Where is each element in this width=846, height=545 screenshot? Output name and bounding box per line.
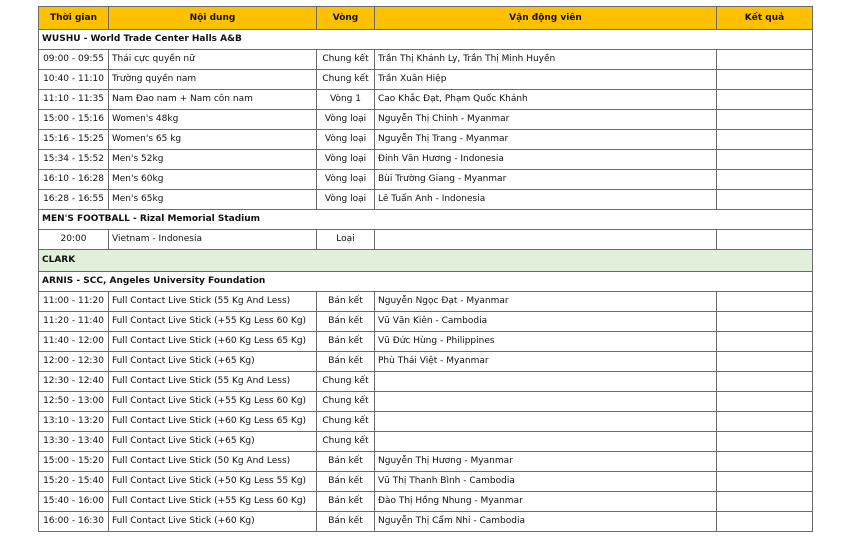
content-cell: Men's 65kg bbox=[109, 190, 317, 210]
content-cell: Nam Đao nam + Nam côn nam bbox=[109, 90, 317, 110]
time-cell: 15:16 - 15:25 bbox=[39, 130, 109, 150]
result-cell bbox=[717, 332, 813, 352]
section-title: CLARK bbox=[39, 250, 813, 272]
athlete-cell bbox=[375, 230, 717, 250]
content-cell: Full Contact Live Stick (+50 Kg Less 55 Kg) bbox=[109, 472, 317, 492]
table-row bbox=[39, 50, 813, 70]
section-title: WUSHU - World Trade Center Halls A&B bbox=[39, 30, 813, 50]
result-cell bbox=[717, 70, 813, 90]
result-cell bbox=[717, 292, 813, 312]
athlete-cell: Lê Tuấn Anh - Indonesia bbox=[375, 190, 717, 210]
content-cell: Vietnam - Indonesia bbox=[109, 230, 317, 250]
round-cell: Vòng loại bbox=[317, 190, 375, 210]
round-cell: Bán kết bbox=[317, 312, 375, 332]
table-row bbox=[39, 130, 813, 150]
table-row bbox=[39, 472, 813, 492]
content-cell: Full Contact Live Stick (50 Kg And Less) bbox=[109, 452, 317, 472]
result-cell bbox=[717, 432, 813, 452]
time-cell: 15:20 - 15:40 bbox=[39, 472, 109, 492]
time-cell: 16:00 - 16:30 bbox=[39, 512, 109, 532]
table-header bbox=[39, 7, 813, 30]
result-cell bbox=[717, 170, 813, 190]
table-row bbox=[39, 492, 813, 512]
result-cell bbox=[717, 512, 813, 532]
result-cell bbox=[717, 472, 813, 492]
section-header-row bbox=[39, 272, 813, 292]
table-row bbox=[39, 372, 813, 392]
round-cell: Bán kết bbox=[317, 492, 375, 512]
athlete-cell: Nguyễn Thị Trang - Myanmar bbox=[375, 130, 717, 150]
table-row bbox=[39, 412, 813, 432]
table-row bbox=[39, 312, 813, 332]
round-cell: Chung kết bbox=[317, 392, 375, 412]
result-cell bbox=[717, 190, 813, 210]
round-cell: Chung kết bbox=[317, 50, 375, 70]
table-row bbox=[39, 292, 813, 312]
result-cell bbox=[717, 452, 813, 472]
table-row bbox=[39, 230, 813, 250]
header-time: Thời gian bbox=[39, 7, 109, 30]
time-cell: 11:10 - 11:35 bbox=[39, 90, 109, 110]
header-content: Nội dung bbox=[109, 7, 317, 30]
round-cell: Vòng loại bbox=[317, 110, 375, 130]
section-title: ARNIS - SCC, Angeles University Foundation bbox=[39, 272, 813, 292]
table-row bbox=[39, 170, 813, 190]
content-cell: Full Contact Live Stick (+60 Kg Less 65 Kg) bbox=[109, 332, 317, 352]
round-cell: Bán kết bbox=[317, 512, 375, 532]
content-cell: Full Contact Live Stick (55 Kg And Less) bbox=[109, 292, 317, 312]
athlete-cell: Bùi Trường Giang - Myanmar bbox=[375, 170, 717, 190]
round-cell: Chung kết bbox=[317, 70, 375, 90]
section-header-row bbox=[39, 250, 813, 272]
result-cell bbox=[717, 392, 813, 412]
athlete-cell: Phù Thái Việt - Myanmar bbox=[375, 352, 717, 372]
round-cell: Chung kết bbox=[317, 432, 375, 452]
header-result: Kết quả bbox=[717, 7, 813, 30]
athlete-cell bbox=[375, 412, 717, 432]
content-cell: Thái cực quyền nữ bbox=[109, 50, 317, 70]
table-row bbox=[39, 90, 813, 110]
table-body bbox=[39, 30, 813, 532]
table-row bbox=[39, 352, 813, 372]
table-row bbox=[39, 432, 813, 452]
time-cell: 13:10 - 13:20 bbox=[39, 412, 109, 432]
athlete-cell: Nguyễn Thị Hương - Myanmar bbox=[375, 452, 717, 472]
header-round: Vòng bbox=[317, 7, 375, 30]
round-cell: Chung kết bbox=[317, 372, 375, 392]
athlete-cell: Vũ Văn Kiên - Cambodia bbox=[375, 312, 717, 332]
round-cell: Bán kết bbox=[317, 472, 375, 492]
content-cell: Full Contact Live Stick (+60 Kg Less 65 Kg) bbox=[109, 412, 317, 432]
result-cell bbox=[717, 150, 813, 170]
result-cell bbox=[717, 352, 813, 372]
result-cell bbox=[717, 230, 813, 250]
result-cell bbox=[717, 492, 813, 512]
time-cell: 09:00 - 09:55 bbox=[39, 50, 109, 70]
result-cell bbox=[717, 90, 813, 110]
table-row bbox=[39, 332, 813, 352]
athlete-cell bbox=[375, 392, 717, 412]
content-cell: Full Contact Live Stick (+65 Kg) bbox=[109, 352, 317, 372]
section-header-row bbox=[39, 210, 813, 230]
athlete-cell: Vũ Đức Hùng - Philippines bbox=[375, 332, 717, 352]
table-row bbox=[39, 110, 813, 130]
round-cell: Vòng 1 bbox=[317, 90, 375, 110]
round-cell: Vòng loại bbox=[317, 150, 375, 170]
result-cell bbox=[717, 130, 813, 150]
table-row bbox=[39, 392, 813, 412]
round-cell: Chung kết bbox=[317, 412, 375, 432]
athlete-cell: Vũ Thị Thanh Bình - Cambodia bbox=[375, 472, 717, 492]
athlete-cell: Cao Khắc Đạt, Phạm Quốc Khánh bbox=[375, 90, 717, 110]
schedule-table bbox=[38, 6, 813, 532]
content-cell: Full Contact Live Stick (+55 Kg Less 60 Kg) bbox=[109, 312, 317, 332]
round-cell: Vòng loại bbox=[317, 130, 375, 150]
table-row bbox=[39, 150, 813, 170]
time-cell: 20:00 bbox=[39, 230, 109, 250]
time-cell: 15:00 - 15:16 bbox=[39, 110, 109, 130]
header-row bbox=[39, 7, 813, 30]
time-cell: 11:00 - 11:20 bbox=[39, 292, 109, 312]
table-row bbox=[39, 452, 813, 472]
result-cell bbox=[717, 372, 813, 392]
content-cell: Full Contact Live Stick (55 Kg And Less) bbox=[109, 372, 317, 392]
content-cell: Women's 48kg bbox=[109, 110, 317, 130]
athlete-cell: Nguyễn Thị Chinh - Myanmar bbox=[375, 110, 717, 130]
round-cell: Bán kết bbox=[317, 352, 375, 372]
header-athlete: Vận động viên bbox=[375, 7, 717, 30]
time-cell: 13:30 - 13:40 bbox=[39, 432, 109, 452]
time-cell: 12:30 - 12:40 bbox=[39, 372, 109, 392]
time-cell: 12:50 - 13:00 bbox=[39, 392, 109, 412]
time-cell: 10:40 - 11:10 bbox=[39, 70, 109, 90]
table-row bbox=[39, 70, 813, 90]
result-cell bbox=[717, 110, 813, 130]
athlete-cell: Nguyễn Ngọc Đạt - Myanmar bbox=[375, 292, 717, 312]
round-cell: Loại bbox=[317, 230, 375, 250]
content-cell: Women's 65 kg bbox=[109, 130, 317, 150]
time-cell: 11:20 - 11:40 bbox=[39, 312, 109, 332]
athlete-cell bbox=[375, 372, 717, 392]
result-cell bbox=[717, 312, 813, 332]
time-cell: 16:28 - 16:55 bbox=[39, 190, 109, 210]
table-row bbox=[39, 512, 813, 532]
athlete-cell: Trần Thị Khánh Ly, Trần Thị Minh Huyền bbox=[375, 50, 717, 70]
result-cell bbox=[717, 412, 813, 432]
round-cell: Bán kết bbox=[317, 332, 375, 352]
time-cell: 15:40 - 16:00 bbox=[39, 492, 109, 512]
section-header-row bbox=[39, 30, 813, 50]
round-cell: Bán kết bbox=[317, 292, 375, 312]
time-cell: 15:34 - 15:52 bbox=[39, 150, 109, 170]
content-cell: Full Contact Live Stick (+60 Kg) bbox=[109, 512, 317, 532]
table-row bbox=[39, 190, 813, 210]
time-cell: 12:00 - 12:30 bbox=[39, 352, 109, 372]
content-cell: Men's 60kg bbox=[109, 170, 317, 190]
round-cell: Vòng loại bbox=[317, 170, 375, 190]
content-cell: Men's 52kg bbox=[109, 150, 317, 170]
content-cell: Full Contact Live Stick (+55 Kg Less 60 Kg) bbox=[109, 392, 317, 412]
time-cell: 16:10 - 16:28 bbox=[39, 170, 109, 190]
athlete-cell: Đào Thị Hồng Nhung - Myanmar bbox=[375, 492, 717, 512]
athlete-cell: Nguyễn Thị Cẩm Nhi - Cambodia bbox=[375, 512, 717, 532]
round-cell: Bán kết bbox=[317, 452, 375, 472]
result-cell bbox=[717, 50, 813, 70]
content-cell: Trường quyền nam bbox=[109, 70, 317, 90]
content-cell: Full Contact Live Stick (+65 Kg) bbox=[109, 432, 317, 452]
section-title: MEN'S FOOTBALL - Rizal Memorial Stadium bbox=[39, 210, 813, 230]
time-cell: 15:00 - 15:20 bbox=[39, 452, 109, 472]
content-cell: Full Contact Live Stick (+55 Kg Less 60 Kg) bbox=[109, 492, 317, 512]
time-cell: 11:40 - 12:00 bbox=[39, 332, 109, 352]
athlete-cell: Trần Xuân Hiệp bbox=[375, 70, 717, 90]
athlete-cell: Đinh Văn Hương - Indonesia bbox=[375, 150, 717, 170]
athlete-cell bbox=[375, 432, 717, 452]
